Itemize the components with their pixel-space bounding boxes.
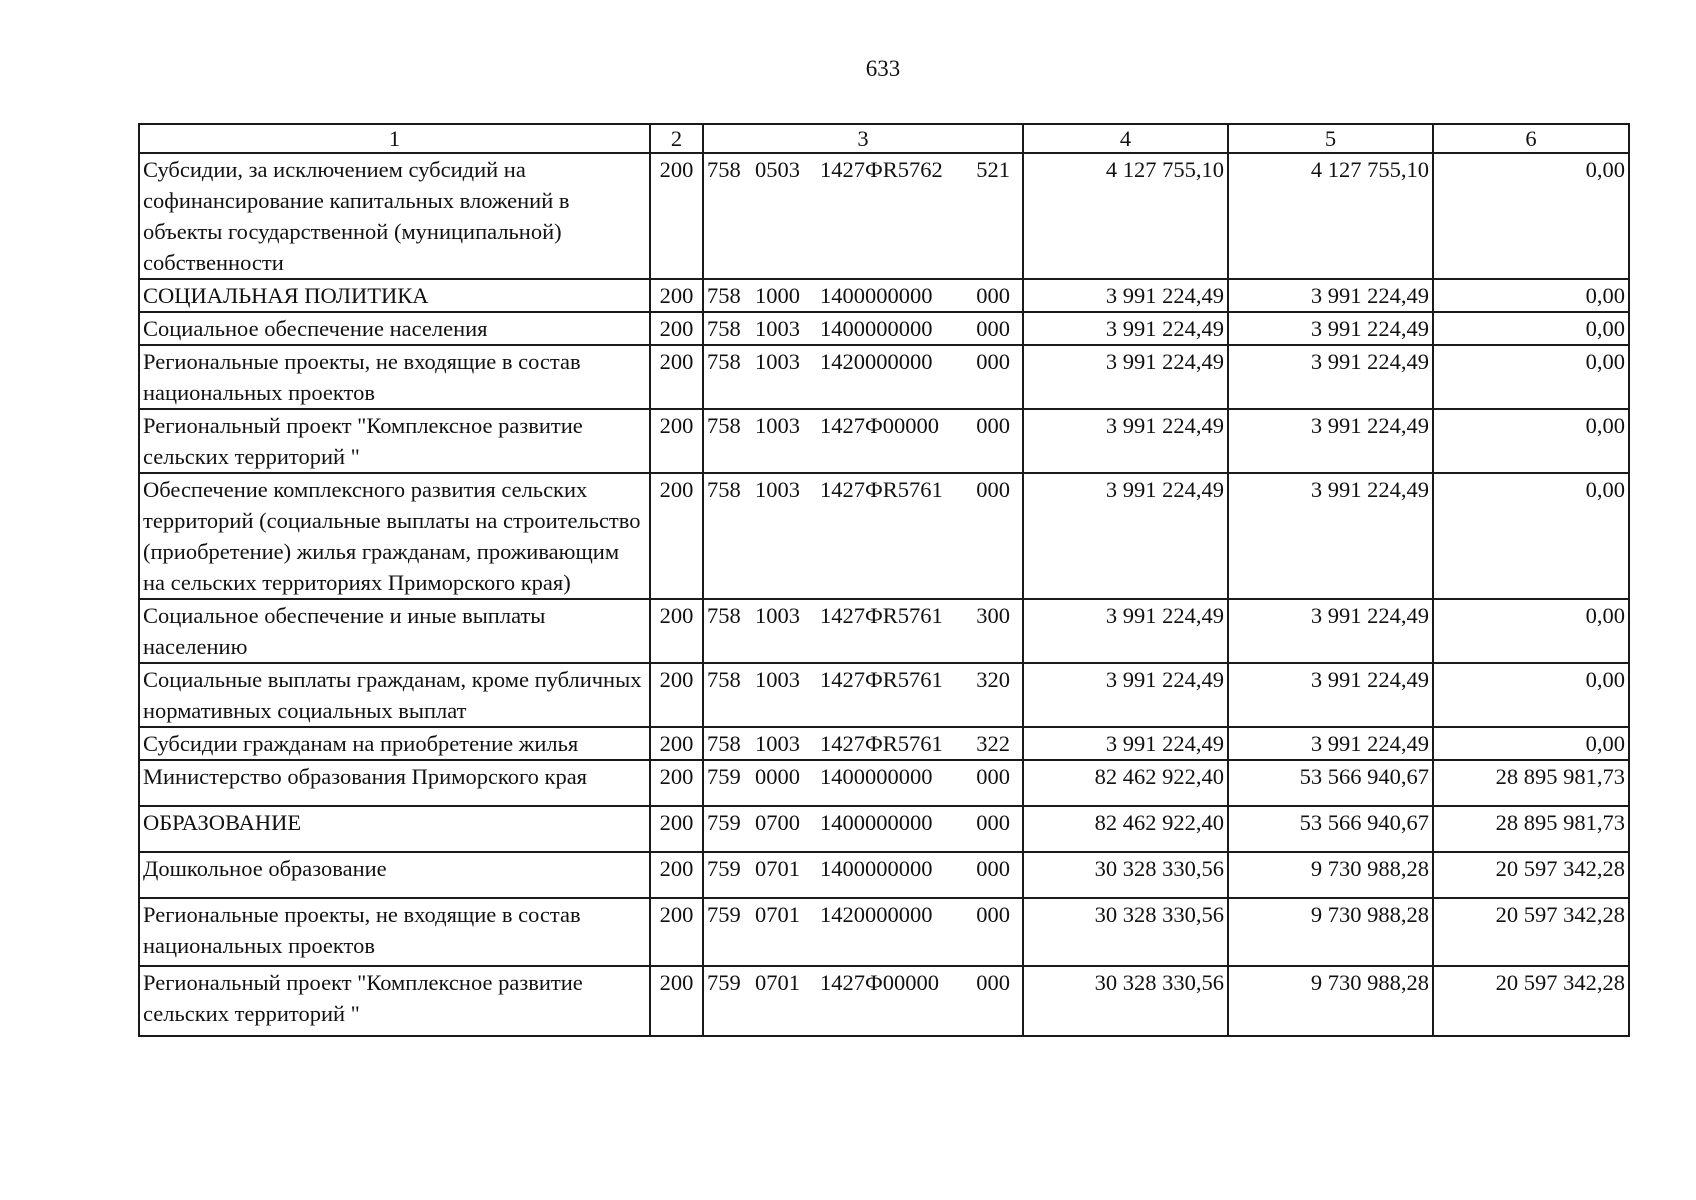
section-code: 1003 [755,603,800,628]
expense-type-code: 000 [976,856,1010,881]
ministry-code: 758 [707,283,741,308]
section-code: 1003 [755,349,800,374]
ministry-code: 759 [707,856,741,881]
table-row [139,279,1629,312]
amount-column-6: 0,00 [1433,345,1629,409]
row-name: Министерство образования Приморского края [139,760,650,806]
ministry-code: 758 [707,731,741,756]
amount-column-5: 53 566 940,67 [1228,806,1433,852]
budget-classification-codes [703,279,1023,312]
amount-column-4: 82 462 922,40 [1023,760,1228,806]
amount-column-5: 53 566 940,67 [1228,760,1433,806]
code-column-2: 200 [650,409,703,473]
budget-classification-codes [703,966,1023,1036]
row-name: СОЦИАЛЬНАЯ ПОЛИТИКА [139,279,650,312]
budget-classification-codes [703,663,1023,727]
column-number: 1 [139,124,650,153]
code-column-2: 200 [650,279,703,312]
target-article-code: 1427ФR5761 [820,731,943,756]
amount-column-6: 0,00 [1433,279,1629,312]
ministry-code: 759 [707,902,741,927]
section-code: 0701 [755,970,800,995]
ministry-code: 758 [707,316,741,341]
budget-classification-codes [703,153,1023,279]
code-column-2: 200 [650,663,703,727]
row-name: Социальные выплаты гражданам, кроме публичных нормативных социальных выплат [139,663,650,727]
column-number: 2 [650,124,703,153]
budget-classification-codes [703,599,1023,663]
code-column-2: 200 [650,345,703,409]
row-name: ОБРАЗОВАНИЕ [139,806,650,852]
amount-column-4: 82 462 922,40 [1023,806,1228,852]
amount-column-4: 3 991 224,49 [1023,345,1228,409]
amount-column-6: 0,00 [1433,473,1629,599]
code-column-2: 200 [650,760,703,806]
amount-column-5: 3 991 224,49 [1228,599,1433,663]
expense-type-code: 521 [976,157,1010,182]
target-article-code: 1400000000 [820,856,933,881]
row-name: Региональные проекты, не входящие в состав национальных проектов [139,345,650,409]
budget-classification-codes [703,806,1023,852]
section-code: 1000 [755,283,800,308]
target-article-code: 1427Ф00000 [820,970,940,995]
table-row [139,760,1629,806]
target-article-code: 1400000000 [820,764,933,789]
expense-type-code: 000 [976,413,1010,438]
amount-column-6: 20 597 342,28 [1433,966,1629,1036]
table-row [139,473,1629,599]
table-row [139,727,1629,760]
section-code: 1003 [755,667,800,692]
amount-column-5: 3 991 224,49 [1228,663,1433,727]
table-row [139,806,1629,852]
amount-column-6: 28 895 981,73 [1433,760,1629,806]
amount-column-6: 0,00 [1433,312,1629,345]
row-name: Региональный проект "Комплексное развитие сельских территорий " [139,409,650,473]
code-column-2: 200 [650,852,703,898]
expense-type-code: 322 [976,731,1010,756]
amount-column-5: 3 991 224,49 [1228,345,1433,409]
section-code: 1003 [755,316,800,341]
amount-column-5: 3 991 224,49 [1228,727,1433,760]
target-article-code: 1400000000 [820,316,933,341]
amount-column-4: 30 328 330,56 [1023,966,1228,1036]
table-row [139,312,1629,345]
amount-column-4: 3 991 224,49 [1023,599,1228,663]
budget-classification-codes [703,760,1023,806]
expense-type-code: 000 [976,970,1010,995]
amount-column-4: 3 991 224,49 [1023,473,1228,599]
column-number-row [139,124,1629,153]
expense-type-code: 320 [976,667,1010,692]
section-code: 0700 [755,810,800,835]
amount-column-6: 20 597 342,28 [1433,898,1629,966]
row-name: Региональный проект "Комплексное развитие сельских территорий " [139,966,650,1036]
budget-classification-codes [703,312,1023,345]
table-row [139,345,1629,409]
ministry-code: 759 [707,764,741,789]
expense-type-code: 000 [976,810,1010,835]
target-article-code: 1427ФR5761 [820,667,943,692]
code-column-2: 200 [650,599,703,663]
amount-column-5: 3 991 224,49 [1228,312,1433,345]
ministry-code: 759 [707,970,741,995]
budget-classification-codes [703,409,1023,473]
target-article-code: 1427ФR5761 [820,477,943,502]
amount-column-6: 20 597 342,28 [1433,852,1629,898]
amount-column-4: 4 127 755,10 [1023,153,1228,279]
amount-column-5: 3 991 224,49 [1228,473,1433,599]
amount-column-6: 0,00 [1433,153,1629,279]
code-column-2: 200 [650,153,703,279]
section-code: 1003 [755,731,800,756]
amount-column-4: 30 328 330,56 [1023,852,1228,898]
amount-column-4: 3 991 224,49 [1023,663,1228,727]
expense-type-code: 000 [976,764,1010,789]
amount-column-6: 0,00 [1433,599,1629,663]
amount-column-6: 0,00 [1433,663,1629,727]
section-code: 1003 [755,413,800,438]
budget-classification-codes [703,345,1023,409]
expense-type-code: 300 [976,603,1010,628]
code-column-2: 200 [650,727,703,760]
amount-column-4: 30 328 330,56 [1023,898,1228,966]
row-name: Обеспечение комплексного развития сельских территорий (социальные выплаты на строительство (приобретение) жилья гражданам, проживающим на сельских территориях Приморского края) [139,473,650,599]
expense-type-code: 000 [976,316,1010,341]
table-row [139,852,1629,898]
amount-column-5: 3 991 224,49 [1228,409,1433,473]
expense-type-code: 000 [976,349,1010,374]
page-number: 633 [865,56,901,81]
amount-column-6: 28 895 981,73 [1433,806,1629,852]
expense-type-code: 000 [976,902,1010,927]
row-name: Региональные проекты, не входящие в состав национальных проектов [139,898,650,966]
column-number: 3 [703,124,1023,153]
table-row [139,153,1629,279]
amount-column-4: 3 991 224,49 [1023,279,1228,312]
target-article-code: 1427ФR5762 [820,157,943,182]
expense-type-code: 000 [976,477,1010,502]
code-column-2: 200 [650,473,703,599]
budget-classification-codes [703,727,1023,760]
section-code: 0701 [755,902,800,927]
budget-classification-codes [703,898,1023,966]
target-article-code: 1427ФR5761 [820,603,943,628]
ministry-code: 758 [707,157,741,182]
code-column-2: 200 [650,806,703,852]
table-row [139,898,1629,966]
code-column-2: 200 [650,966,703,1036]
column-number: 6 [1433,124,1629,153]
column-number: 4 [1023,124,1228,153]
ministry-code: 758 [707,477,741,502]
amount-column-4: 3 991 224,49 [1023,409,1228,473]
ministry-code: 758 [707,667,741,692]
amount-column-5: 9 730 988,28 [1228,852,1433,898]
budget-classification-codes [703,852,1023,898]
expense-type-code: 000 [976,283,1010,308]
row-name: Дошкольное образование [139,852,650,898]
section-code: 0503 [755,157,800,182]
amount-column-4: 3 991 224,49 [1023,312,1228,345]
column-number: 5 [1228,124,1433,153]
row-name: Социальное обеспечение населения [139,312,650,345]
table-row [139,966,1629,1036]
section-code: 1003 [755,477,800,502]
target-article-code: 1420000000 [820,349,933,374]
amount-column-5: 9 730 988,28 [1228,898,1433,966]
code-column-2: 200 [650,312,703,345]
amount-column-6: 0,00 [1433,409,1629,473]
ministry-code: 758 [707,603,741,628]
table-row [139,599,1629,663]
ministry-code: 758 [707,413,741,438]
ministry-code: 758 [707,349,741,374]
row-name: Социальное обеспечение и иные выплаты населению [139,599,650,663]
target-article-code: 1420000000 [820,902,933,927]
section-code: 0701 [755,856,800,881]
table-row [139,409,1629,473]
amount-column-5: 3 991 224,49 [1228,279,1433,312]
table-row [139,663,1629,727]
target-article-code: 1400000000 [820,283,933,308]
target-article-code: 1400000000 [820,810,933,835]
ministry-code: 759 [707,810,741,835]
budget-classification-codes [703,473,1023,599]
amount-column-4: 3 991 224,49 [1023,727,1228,760]
row-name: Субсидии гражданам на приобретение жилья [139,727,650,760]
section-code: 0000 [755,764,800,789]
target-article-code: 1427Ф00000 [820,413,940,438]
row-name: Субсидии, за исключением субсидий на софинансирование капитальных вложений в объекты государственной (муниципальной) собственности [139,153,650,279]
code-column-2: 200 [650,898,703,966]
amount-column-5: 9 730 988,28 [1228,966,1433,1036]
amount-column-5: 4 127 755,10 [1228,153,1433,279]
budget-table [138,123,1630,1037]
amount-column-6: 0,00 [1433,727,1629,760]
